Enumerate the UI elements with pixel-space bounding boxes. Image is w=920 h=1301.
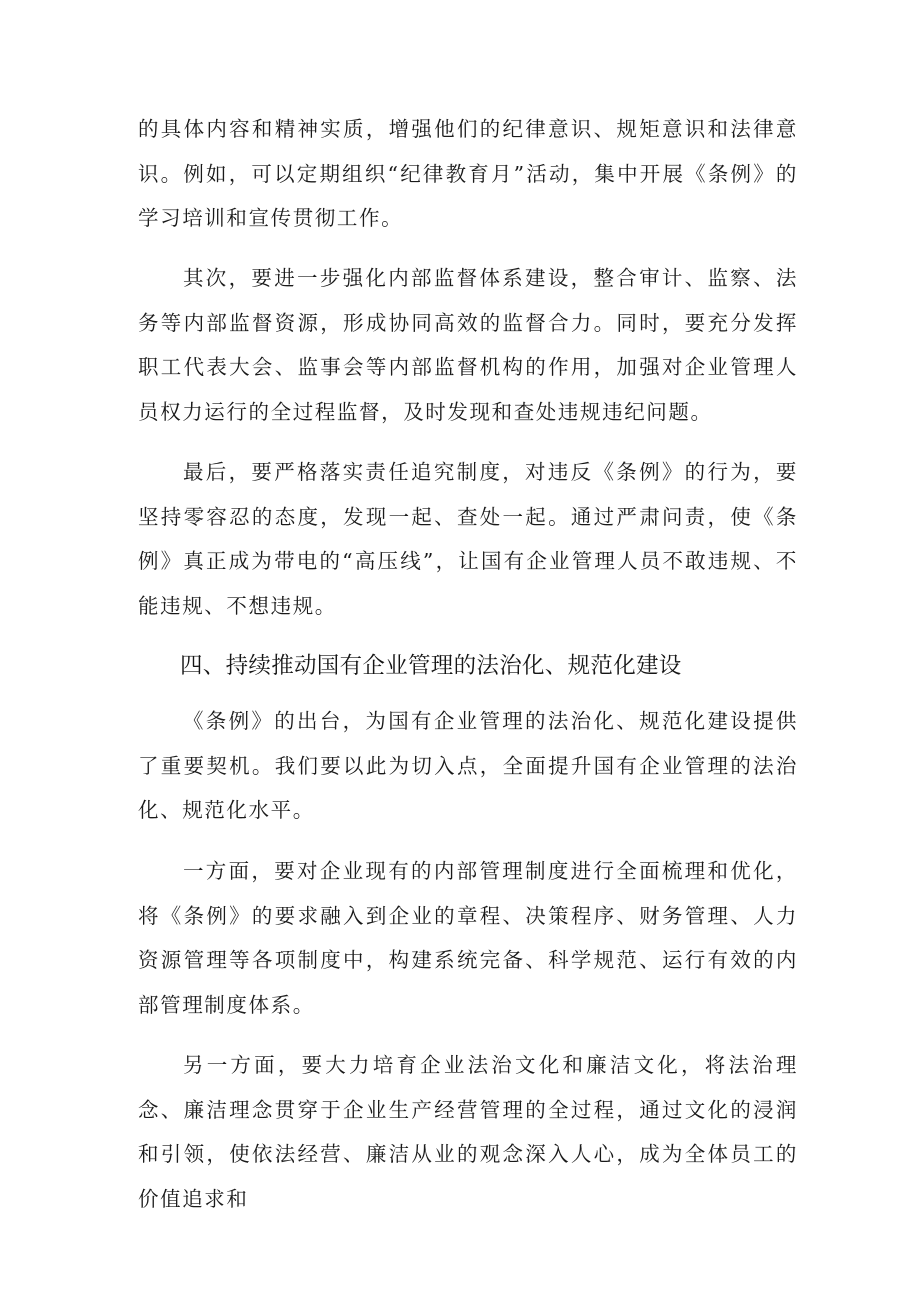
paragraph-continuation: 的具体内容和精神实质，增强他们的纪律意识、规矩意识和法律意识。例如，可以定期组织“纪律教育月”活动，集中开展《条例》的学习培训和宣传贯彻工作。	[138, 117, 798, 230]
paragraph-finally: 最后，要严格落实责任追究制度，对违反《条例》的行为，要坚持零容忍的态度，发现一起、查处一起。通过严肃问责，使《条例》真正成为带电的“高压线”，让国有企业管理人员不敢违规、不能违规、不想违规。	[138, 460, 798, 618]
section-heading: 四、持续推动国有企业管理的法治化、规范化建设	[180, 653, 682, 679]
paragraph-regulation-intro: 《条例》的出台，为国有企业管理的法治化、规范化建设提供了重要契机。我们要以此为切入点，全面提升国有企业管理的法治化、规范化水平。	[138, 709, 798, 822]
paragraph-on-one-hand: 一方面，要对企业现有的内部管理制度进行全面梳理和优化，将《条例》的要求融入到企业的章程、决策程序、财务管理、人力资源管理等各项制度中，构建系统完备、科学规范、运行有效的内部管理制度体系。	[138, 859, 798, 1017]
paragraph-secondly: 其次，要进一步强化内部监督体系建设，整合审计、监察、法务等内部监督资源，形成协同高效的监督合力。同时，要充分发挥职工代表大会、监事会等内部监督机构的作用，加强对企业管理人员权力运行的全过程监督，及时发现和查处违规违纪问题。	[138, 266, 798, 424]
paragraph-on-the-other-hand: 另一方面，要大力培育企业法治文化和廉洁文化，将法治理念、廉洁理念贯穿于企业生产经营管理的全过程，通过文化的浸润和引领，使依法经营、廉洁从业的观念深入人心，成为全体员工的价值追求和	[138, 1053, 798, 1211]
